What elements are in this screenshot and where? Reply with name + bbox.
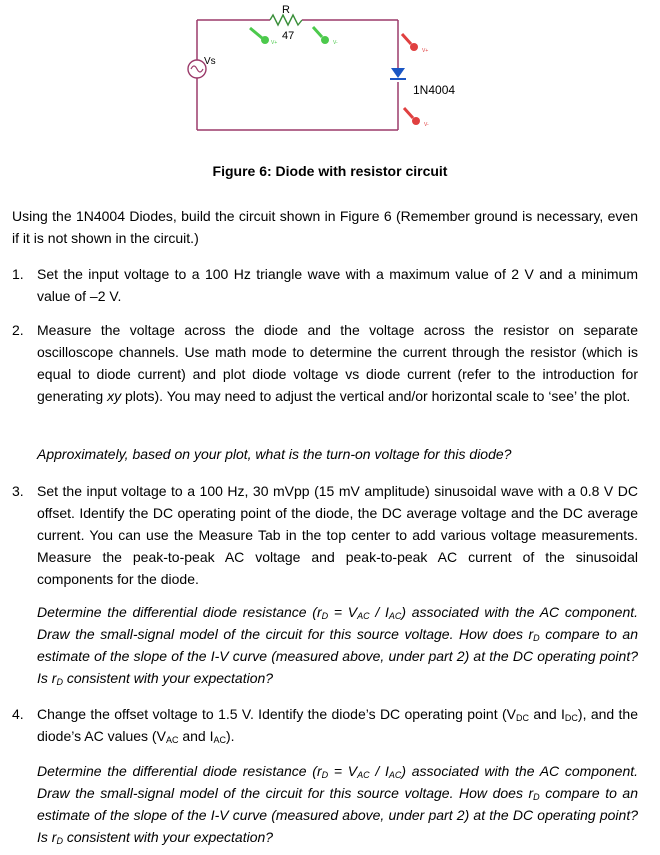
probe-green-right [313, 27, 338, 46]
circuit-diagram [0, 0, 660, 150]
probe-green-left [250, 28, 277, 46]
step-text: Set the input voltage to a 100 Hz triangle wave with a maximum value of 2 V and a minimum value of –2 V. [37, 266, 638, 304]
diode-symbol [390, 68, 406, 79]
diode-label: 1N4004 [413, 83, 456, 97]
step-number: 1. [12, 266, 24, 282]
probe-red-top [402, 34, 428, 54]
step-text: Measure the voltage across the diode and the voltage across the resistor on separate oscilloscope channels. Use math mode to determine the current through the resistor (which is equal to diode current) and plot diode voltage vs diode current (refer to the introduction for generating xy plots). You may need to adjust the vertical and/or horizontal scale to ‘see’ the plot. [37, 322, 638, 404]
intro-paragraph: Using the 1N4004 Diodes, build the circuit shown in Figure 6 (Remember ground is necessary, even if it is not shown in the circuit.) [12, 208, 638, 246]
resistor-value: 47 [282, 30, 295, 42]
figure-caption: Figure 6: Diode with resistor circuit [212, 163, 448, 179]
svg-text:V-: V- [333, 40, 338, 46]
step-number: 2. [12, 322, 24, 338]
resistor-symbol [270, 15, 302, 25]
circuit-wires [197, 20, 398, 130]
step-1 [12, 263, 638, 307]
source-label: Vs [204, 56, 216, 67]
step-number: 4. [12, 706, 24, 722]
step-text: Change the offset voltage to 1.5 V. Identify the diode’s DC operating point ($V_{DC}$ and $I_{DC}$), and the diode’s AC values ($V_{AC}$ and $I_{AC}$). [37, 706, 638, 745]
step-4 [12, 703, 638, 747]
step-3-question: Determine the differential diode resistance $(r_D = V_{AC} / I_{AC})$ associated with the AC component. Draw the small-signal model of the circuit for this source voltage. How does $r_D$ compare to an estimate of the slope of the I-V curve (measured above, under part 2) at the DC operating point? Is $r_D$ consistent with your expectation? [37, 604, 639, 687]
probe-red-bottom [404, 108, 429, 128]
step-text: Set the input voltage to a 100 Hz, 30 mVpp (15 mV amplitude) sinusoidal wave with a 0.8 V DC offset. Identify the DC operating point of the diode, the DC average voltage and the DC average current. You can use the Measure Tab in the top center to add various voltage measurements. Measure the peak-to-peak AC voltage and peak-to-peak AC current of the sinusoidal components for the diode. [37, 483, 638, 587]
step-3 [12, 480, 638, 590]
step-2-question: Approximately, based on your plot, what is the turn-on voltage for this diode? [37, 446, 512, 462]
step-4-question: Determine the differential diode resistance $(r_D = V_{AC} / I_{AC})$ associated with the AC component. Draw the small-signal model of the circuit for this source voltage. How does $r_D$ compare to an estimate of the slope of the I-V curve (measured above, under part 2) at the DC operating point? Is $r_D$ consistent with your expectation? [37, 763, 639, 846]
step-number: 3. [12, 483, 24, 499]
svg-text:V-: V- [424, 122, 429, 128]
svg-text:V+: V+ [422, 48, 429, 54]
resistor-label: R [282, 4, 290, 16]
svg-text:V+: V+ [271, 40, 278, 46]
step-2 [12, 319, 638, 407]
